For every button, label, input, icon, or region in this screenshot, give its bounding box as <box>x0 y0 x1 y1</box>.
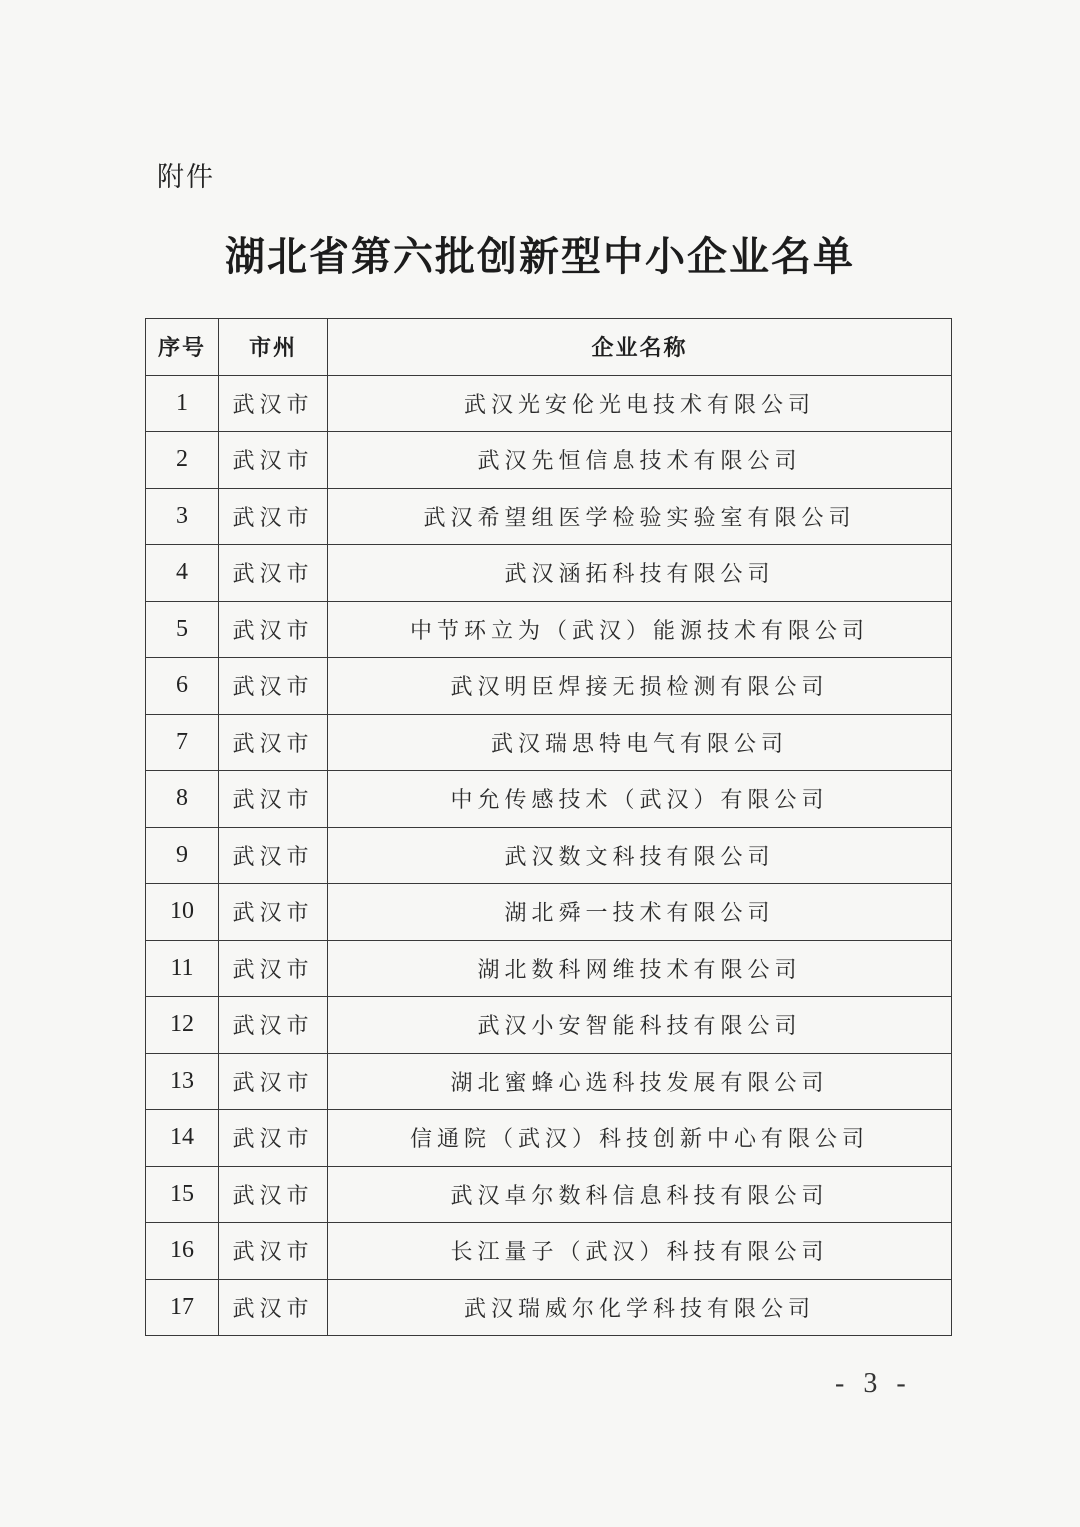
city-cell: 武汉市 <box>219 1279 328 1336</box>
seq-cell: 16 <box>146 1223 219 1280</box>
company-name-cell: 武汉数文科技有限公司 <box>328 827 952 884</box>
company-name-cell: 武汉小安智能科技有限公司 <box>328 997 952 1054</box>
table-row <box>146 488 952 545</box>
city-cell: 武汉市 <box>219 432 328 489</box>
company-name-cell: 武汉光安伦光电技术有限公司 <box>328 375 952 432</box>
company-name-cell: 湖北舜一技术有限公司 <box>328 884 952 941</box>
table-row <box>146 432 952 489</box>
company-name-cell: 武汉卓尔数科信息科技有限公司 <box>328 1166 952 1223</box>
column-header-seq: 序号 <box>146 319 219 376</box>
company-name-cell: 武汉瑞思特电气有限公司 <box>328 714 952 771</box>
company-name-cell: 武汉瑞威尔化学科技有限公司 <box>328 1279 952 1336</box>
company-name-cell: 中节环立为（武汉）能源技术有限公司 <box>328 601 952 658</box>
city-cell: 武汉市 <box>219 940 328 997</box>
table-row <box>146 1166 952 1223</box>
company-name-cell: 长江量子（武汉）科技有限公司 <box>328 1223 952 1280</box>
seq-cell: 7 <box>146 714 219 771</box>
seq-cell: 15 <box>146 1166 219 1223</box>
company-name-cell: 湖北蜜蜂心选科技发展有限公司 <box>328 1053 952 1110</box>
attachment-label: 附件 <box>157 162 215 193</box>
seq-cell: 9 <box>146 827 219 884</box>
company-list-table <box>145 318 952 1336</box>
seq-cell: 13 <box>146 1053 219 1110</box>
document-title: 湖北省第六批创新型中小企业名单 <box>225 234 855 280</box>
city-cell: 武汉市 <box>219 375 328 432</box>
seq-cell: 5 <box>146 601 219 658</box>
city-cell: 武汉市 <box>219 827 328 884</box>
city-cell: 武汉市 <box>219 1110 328 1167</box>
seq-cell: 2 <box>146 432 219 489</box>
table-body <box>146 375 952 1336</box>
table-row <box>146 771 952 828</box>
city-cell: 武汉市 <box>219 997 328 1054</box>
table-row <box>146 375 952 432</box>
seq-cell: 12 <box>146 997 219 1054</box>
seq-cell: 1 <box>146 375 219 432</box>
company-name-cell: 武汉涵拓科技有限公司 <box>328 545 952 602</box>
seq-cell: 10 <box>146 884 219 941</box>
city-cell: 武汉市 <box>219 1053 328 1110</box>
city-cell: 武汉市 <box>219 884 328 941</box>
page-number: - 3 - <box>835 1368 912 1399</box>
table-row <box>146 1053 952 1110</box>
city-cell: 武汉市 <box>219 658 328 715</box>
column-header-company-name: 企业名称 <box>328 319 952 376</box>
seq-cell: 6 <box>146 658 219 715</box>
city-cell: 武汉市 <box>219 1166 328 1223</box>
seq-cell: 3 <box>146 488 219 545</box>
column-header-city: 市州 <box>219 319 328 376</box>
table-row <box>146 1279 952 1336</box>
seq-cell: 14 <box>146 1110 219 1167</box>
city-cell: 武汉市 <box>219 545 328 602</box>
seq-cell: 8 <box>146 771 219 828</box>
city-cell: 武汉市 <box>219 601 328 658</box>
company-name-cell: 武汉明臣焊接无损检测有限公司 <box>328 658 952 715</box>
table-row <box>146 601 952 658</box>
company-name-cell: 中允传感技术（武汉）有限公司 <box>328 771 952 828</box>
table-row <box>146 940 952 997</box>
company-name-cell: 湖北数科网维技术有限公司 <box>328 940 952 997</box>
table-row <box>146 1110 952 1167</box>
city-cell: 武汉市 <box>219 488 328 545</box>
table-row <box>146 1223 952 1280</box>
company-name-cell: 武汉希望组医学检验实验室有限公司 <box>328 488 952 545</box>
table-row <box>146 884 952 941</box>
table-row <box>146 714 952 771</box>
table-row <box>146 658 952 715</box>
seq-cell: 17 <box>146 1279 219 1336</box>
table-header-row <box>146 319 952 376</box>
company-name-cell: 武汉先恒信息技术有限公司 <box>328 432 952 489</box>
city-cell: 武汉市 <box>219 1223 328 1280</box>
table-row <box>146 827 952 884</box>
city-cell: 武汉市 <box>219 714 328 771</box>
table-row <box>146 545 952 602</box>
city-cell: 武汉市 <box>219 771 328 828</box>
company-name-cell: 信通院（武汉）科技创新中心有限公司 <box>328 1110 952 1167</box>
seq-cell: 4 <box>146 545 219 602</box>
table-row <box>146 997 952 1054</box>
seq-cell: 11 <box>146 940 219 997</box>
